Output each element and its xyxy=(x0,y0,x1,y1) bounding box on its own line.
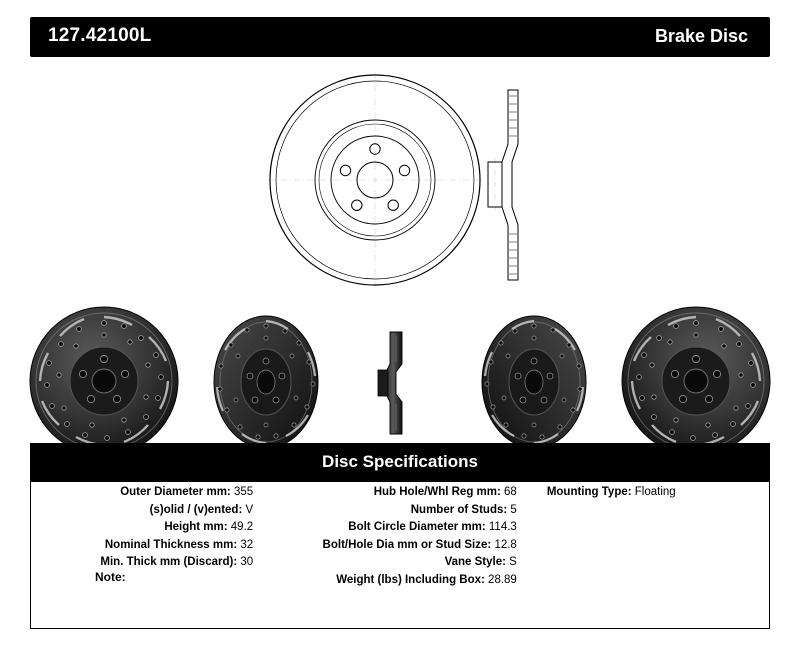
spec-row xyxy=(267,537,517,555)
rotor-view-front-left xyxy=(28,305,180,457)
spec-row xyxy=(267,519,517,537)
spec-value: 28.89 xyxy=(488,573,517,586)
spec-label: Vane Style: xyxy=(444,556,506,568)
spec-label: Nominal Thickness mm: xyxy=(104,538,238,551)
spec-row xyxy=(267,484,517,502)
spec-value: 49.2 xyxy=(230,521,254,533)
spec-label: Bolt/Hole Dia mm or Stud Size: xyxy=(322,538,492,551)
spec-label: Weight (lbs) Including Box: xyxy=(336,573,485,586)
spec-row xyxy=(267,572,517,590)
spec-label: Hub Hole/Whl Reg mm: xyxy=(373,486,501,498)
spec-column-left xyxy=(31,484,267,604)
spec-row xyxy=(267,554,517,572)
spec-value: Floating xyxy=(634,486,676,498)
specifications-title: Disc Specifications xyxy=(322,452,478,471)
spec-column-right xyxy=(533,484,769,604)
spec-row xyxy=(31,484,253,502)
spec-value: 12.8 xyxy=(494,538,517,551)
spec-label: Height mm: xyxy=(164,521,228,533)
note-label: Note: xyxy=(95,570,126,584)
top-face-view xyxy=(265,70,485,290)
part-number: 127.42100L xyxy=(48,25,152,46)
rotor-view-angled-right xyxy=(464,312,604,452)
spec-value: S xyxy=(509,556,517,568)
spec-value: 114.3 xyxy=(488,521,517,533)
rotor-view-angled-left xyxy=(196,312,336,452)
specifications-columns xyxy=(31,484,769,604)
spec-value: 355 xyxy=(233,486,254,498)
top-section-view xyxy=(478,82,548,287)
rotor-view-edge-profile xyxy=(372,328,418,438)
header-bar xyxy=(30,17,770,57)
rotor-view-front-right xyxy=(620,305,772,457)
spec-value: 32 xyxy=(240,538,254,551)
spec-label: (s)olid / (v)ented: xyxy=(149,503,243,516)
spec-label: Bolt Circle Diameter mm: xyxy=(348,521,486,533)
spec-label: Number of Studs: xyxy=(410,503,508,516)
spec-row xyxy=(31,519,253,537)
page-title: Brake Disc xyxy=(654,26,748,46)
specifications-header xyxy=(30,443,770,482)
spec-row xyxy=(31,554,253,572)
note-field xyxy=(95,570,126,584)
spec-row xyxy=(267,502,517,520)
drawing-area xyxy=(0,60,800,440)
spec-row xyxy=(31,502,253,520)
spec-row xyxy=(31,537,253,555)
spec-value: V xyxy=(245,503,254,516)
spec-value: 30 xyxy=(240,556,254,568)
spec-label: Mounting Type: xyxy=(546,486,632,498)
spec-label: Min. Thick mm (Discard): xyxy=(100,556,238,568)
spec-row xyxy=(547,484,769,502)
spec-value: 68 xyxy=(504,486,517,498)
spec-value: 5 xyxy=(510,503,517,516)
spec-column-middle xyxy=(267,484,533,604)
spec-label: Outer Diameter mm: xyxy=(120,486,231,498)
